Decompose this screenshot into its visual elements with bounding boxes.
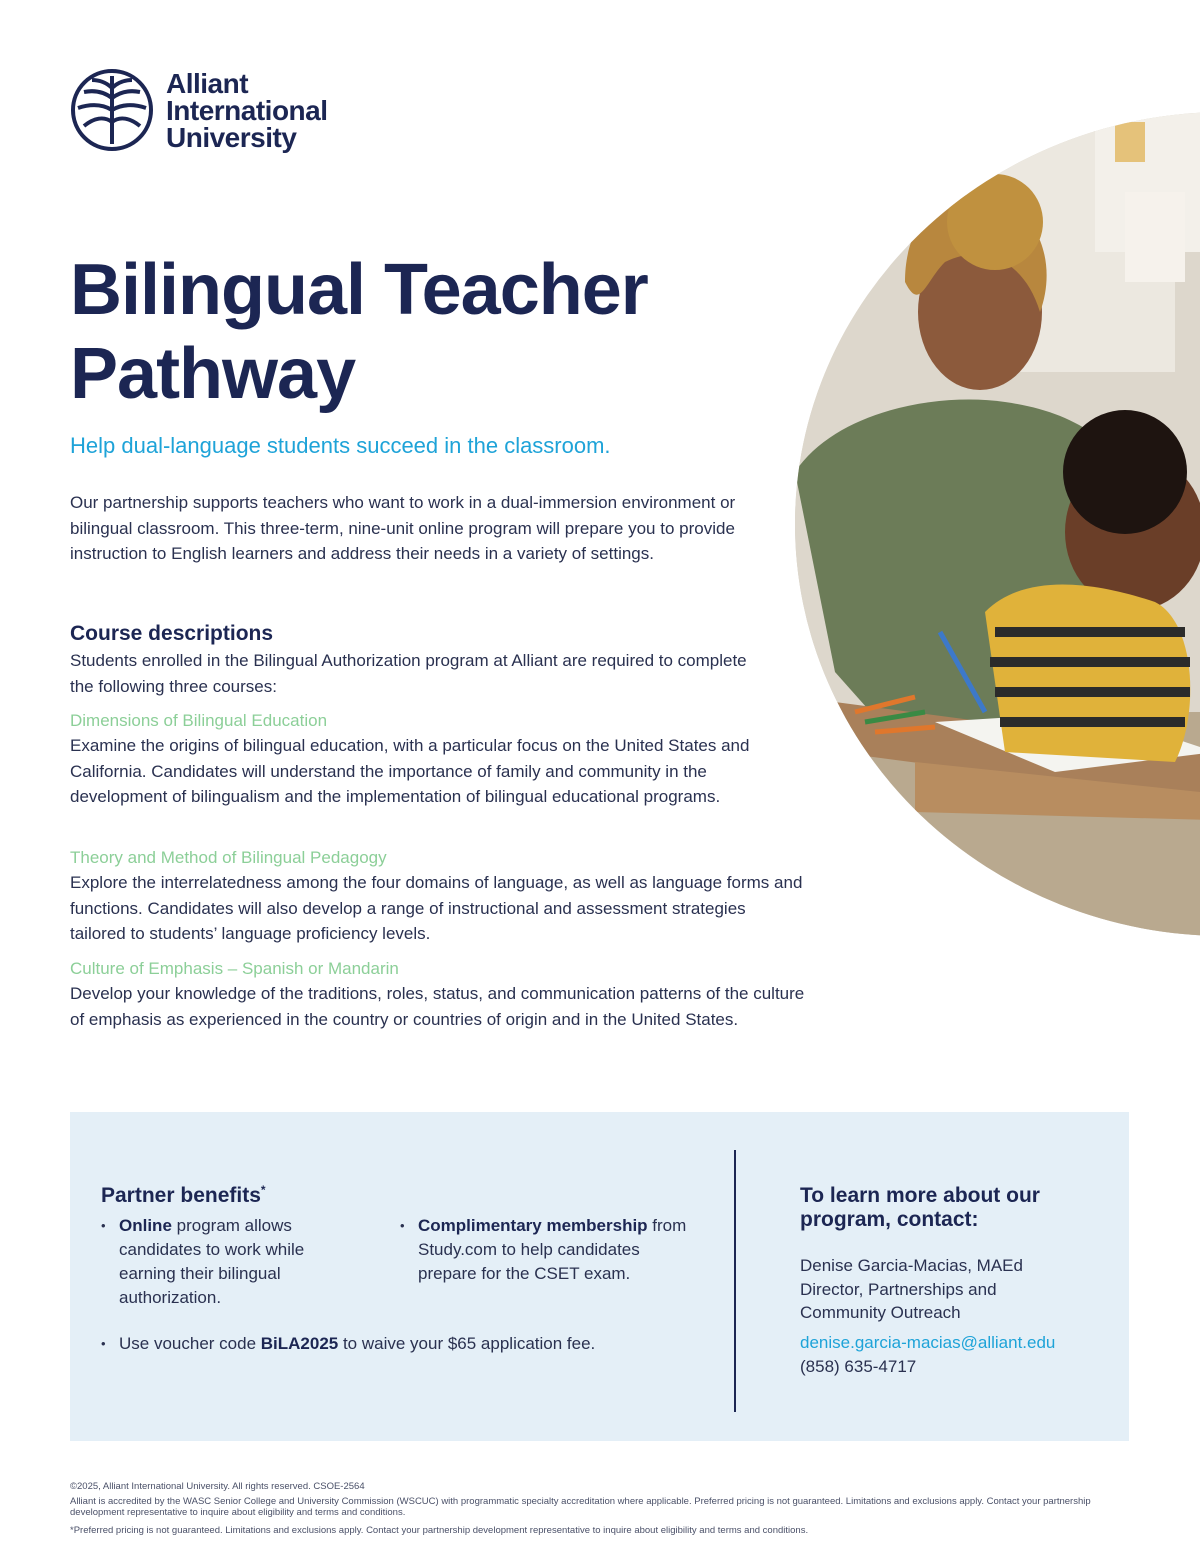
benefit-item-voucher — [101, 1332, 719, 1356]
benefit-bold: Complimentary membership — [418, 1216, 648, 1235]
benefit-text: Use voucher code — [119, 1334, 261, 1353]
university-logo — [70, 68, 328, 152]
course-item — [70, 956, 805, 1032]
bullet-icon: • — [400, 1218, 405, 1233]
course-title: Culture of Emphasis – Spanish or Mandarin — [70, 959, 399, 978]
intro-paragraph: Our partnership supports teachers who want to work in a dual-immersion environment or bilingual classroom. This three-term, nine-unit online program will prepare you to provide instruction to English learners and address their needs in a variety of settings. — [70, 493, 736, 563]
photo-illustration — [795, 112, 1200, 936]
logo-line-1: Alliant — [166, 67, 249, 99]
benefit-bold: Online — [119, 1216, 172, 1235]
title-line-1: Bilingual Teacher — [70, 250, 648, 330]
course-item — [70, 845, 805, 947]
course-item — [70, 708, 805, 810]
footer-copyright: ©2025, Alliant International University. All rights reserved. CSOE-2564 — [70, 1481, 365, 1492]
subtitle: Help dual-language students succeed in the classroom. — [70, 433, 611, 458]
courses-heading: Course descriptions — [70, 622, 274, 645]
courses-lead: Students enrolled in the Bilingual Authorization program at Alliant are required to complete the following three courses: — [70, 651, 747, 696]
contact-details — [800, 1254, 1023, 1325]
footer-note: *Preferred pricing is not guaranteed. Limitations and exclusions apply. Contact your partnership development representative to inquire about eligibility and terms and conditions. — [70, 1525, 809, 1536]
footer-accreditation: Alliant is accredited by the WASC Senior College and University Commission (WSCUC) with programmatic specialty accreditation where applicable. Preferred pricing is not guaranteed. Limitations and exclusions apply. Contact your partnership development representative to inquire about eligibility and terms and conditions. — [70, 1496, 1091, 1518]
partner-benefits-title: Partner benefits — [101, 1184, 261, 1207]
benefit-text: from Study.com to help candidates prepare for the CSET exam. — [418, 1216, 687, 1283]
contact-phone: (858) 635-4717 — [800, 1357, 917, 1376]
contact-name: Denise Garcia-Macias, MAEd — [800, 1256, 1023, 1275]
page-title — [70, 248, 790, 416]
benefit-item-membership — [400, 1214, 688, 1286]
benefit-text: program allows candidates to work while earning their bilingual authorization. — [119, 1216, 305, 1307]
contact-email-link[interactable]: denise.garcia-macias@alliant.edu — [800, 1333, 1056, 1352]
title-line-2: Pathway — [70, 334, 356, 414]
course-title: Dimensions of Bilingual Education — [70, 711, 328, 730]
contact-heading: To learn more about our program, contact: — [800, 1184, 1040, 1231]
logo-wordmark — [166, 67, 328, 153]
contact-role-line-1: Director, Partnerships and — [800, 1279, 997, 1299]
course-title: Theory and Method of Bilingual Pedagogy — [70, 848, 387, 867]
logo-line-2: International — [166, 94, 328, 126]
course-description: Examine the origins of bilingual education, with a particular focus on the United States and California. Candidates will understand the importance of family and community in the development of bilingualism and the implementation of bilingual educational programs. — [70, 736, 750, 806]
voucher-code: BiLA2025 — [260, 1334, 339, 1353]
partner-benefits-heading — [101, 1183, 266, 1208]
course-description: Develop your knowledge of the traditions, roles, status, and communication patterns of the culture of emphasis as experienced in the country or countries of origin and in the United States. — [70, 984, 805, 1029]
tree-rings-logo-icon — [70, 68, 154, 152]
benefit-text: to waive your $65 application fee. — [338, 1334, 596, 1353]
contact-role-line-2: Community Outreach — [800, 1303, 961, 1322]
panel-divider — [734, 1150, 736, 1412]
course-description: Explore the interrelatedness among the four domains of language, as well as language forms and functions. Candidates will also develop a range of instructional and assessment strategies tailored to students’ language proficiency levels. — [70, 873, 803, 943]
bullet-icon: • — [101, 1336, 106, 1351]
logo-line-3: University — [166, 121, 297, 153]
teacher-and-student-photo — [795, 112, 1200, 936]
bullet-icon: • — [101, 1218, 106, 1233]
benefit-item-online — [101, 1214, 359, 1310]
asterisk-mark: * — [260, 1183, 266, 1197]
